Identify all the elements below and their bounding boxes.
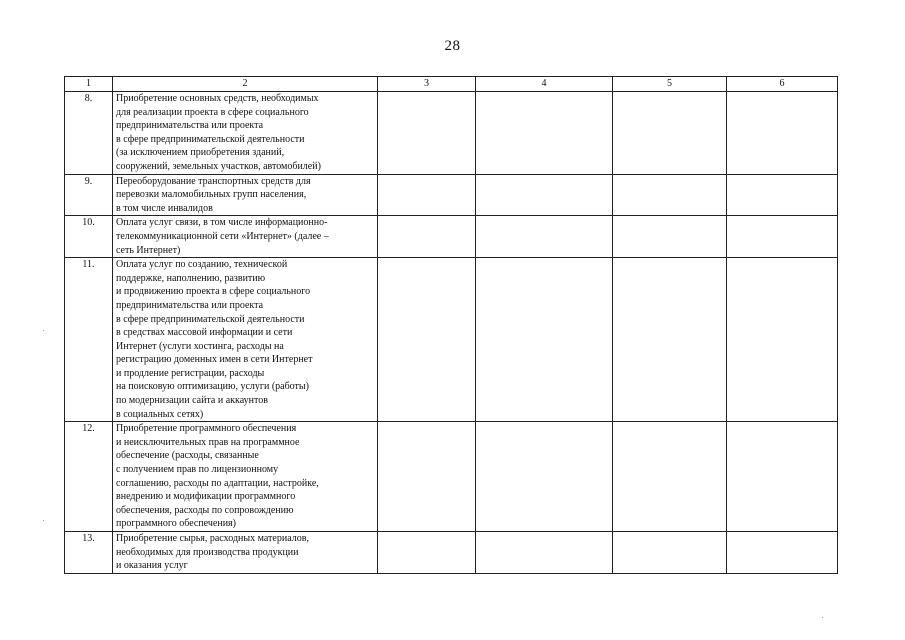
table-cell-col5[interactable] [613, 532, 727, 574]
expense-item-name: Приобретение сырья, расходных материалов, необходимых для производства продукции и оказания услуг [113, 532, 378, 574]
table-cell-col4[interactable] [476, 422, 613, 532]
table-cell-col6[interactable] [727, 92, 838, 175]
table-cell-col6[interactable] [727, 258, 838, 422]
table-cell-col3[interactable] [378, 174, 476, 216]
expense-item-name: Оплата услуг связи, в том числе информационно- телекоммуникационной сети «Интернет» (далее – сеть Интернет) [113, 216, 378, 258]
table-cell-col4[interactable] [476, 258, 613, 422]
table-cell-col3[interactable] [378, 258, 476, 422]
table-cell-col6[interactable] [727, 532, 838, 574]
table-row [65, 532, 838, 574]
scan-speck [822, 617, 823, 618]
table-row [65, 422, 838, 532]
row-number: 11. [65, 258, 113, 422]
expense-item-name: Приобретение программного обеспечения и неисключительных прав на программное обеспечение (расходы, связанные с получением прав по лицензионному соглашению, расходы по адаптации, настройке, внедрению и модификации программного обеспечения, расходы по сопровождению программного обеспечения) [113, 422, 378, 532]
table-row [65, 216, 838, 258]
row-number: 12. [65, 422, 113, 532]
table-cell-col3[interactable] [378, 92, 476, 175]
table-row [65, 258, 838, 422]
table-row [65, 92, 838, 175]
table-cell-col5[interactable] [613, 258, 727, 422]
table-cell-col4[interactable] [476, 532, 613, 574]
table-cell-col5[interactable] [613, 422, 727, 532]
expense-item-name: Приобретение основных средств, необходимых для реализации проекта в сфере социального предпринимательства или проекта в сфере предпринимательской деятельности (за исключением приобретения зданий, сооружений, земельных участков, автомобилей) [113, 92, 378, 175]
scan-speck [43, 520, 44, 521]
row-number: 8. [65, 92, 113, 175]
column-header-1: 1 [65, 77, 113, 92]
table-cell-col5[interactable] [613, 92, 727, 175]
page-number: 28 [444, 38, 461, 54]
row-number: 10. [65, 216, 113, 258]
expense-item-name: Переоборудование транспортных средств для перевозки маломобильных групп населения, в том числе инвалидов [113, 174, 378, 216]
table-cell-col3[interactable] [378, 216, 476, 258]
table-cell-col6[interactable] [727, 216, 838, 258]
expense-item-name: Оплата услуг по созданию, технической поддержке, наполнению, развитию и продвижению проекта в сфере социального предпринимательства или проекта в сфере предпринимательской деятельности в средствах массовой информации и сети Интернет (услуги хостинга, расходы на регистрацию доменных имен в сети Интернет и продление регистрации, расходы на поисковую оптимизацию, услуги (работы) по модернизации сайта и аккаунтов в социальных сетях) [113, 258, 378, 422]
table-cell-col6[interactable] [727, 174, 838, 216]
table-cell-col5[interactable] [613, 216, 727, 258]
table-cell-col5[interactable] [613, 174, 727, 216]
column-header-5: 5 [613, 77, 727, 92]
table-cell-col4[interactable] [476, 216, 613, 258]
table-cell-col6[interactable] [727, 422, 838, 532]
table-cell-col3[interactable] [378, 422, 476, 532]
column-header-3: 3 [378, 77, 476, 92]
column-header-2: 2 [113, 77, 378, 92]
row-number: 13. [65, 532, 113, 574]
column-header-6: 6 [727, 77, 838, 92]
column-header-4: 4 [476, 77, 613, 92]
scan-speck [43, 330, 44, 331]
table-cell-col4[interactable] [476, 174, 613, 216]
table-cell-col3[interactable] [378, 532, 476, 574]
expense-table [64, 76, 838, 574]
row-number: 9. [65, 174, 113, 216]
table-row [65, 174, 838, 216]
table-header-row [65, 77, 838, 92]
table-cell-col4[interactable] [476, 92, 613, 175]
